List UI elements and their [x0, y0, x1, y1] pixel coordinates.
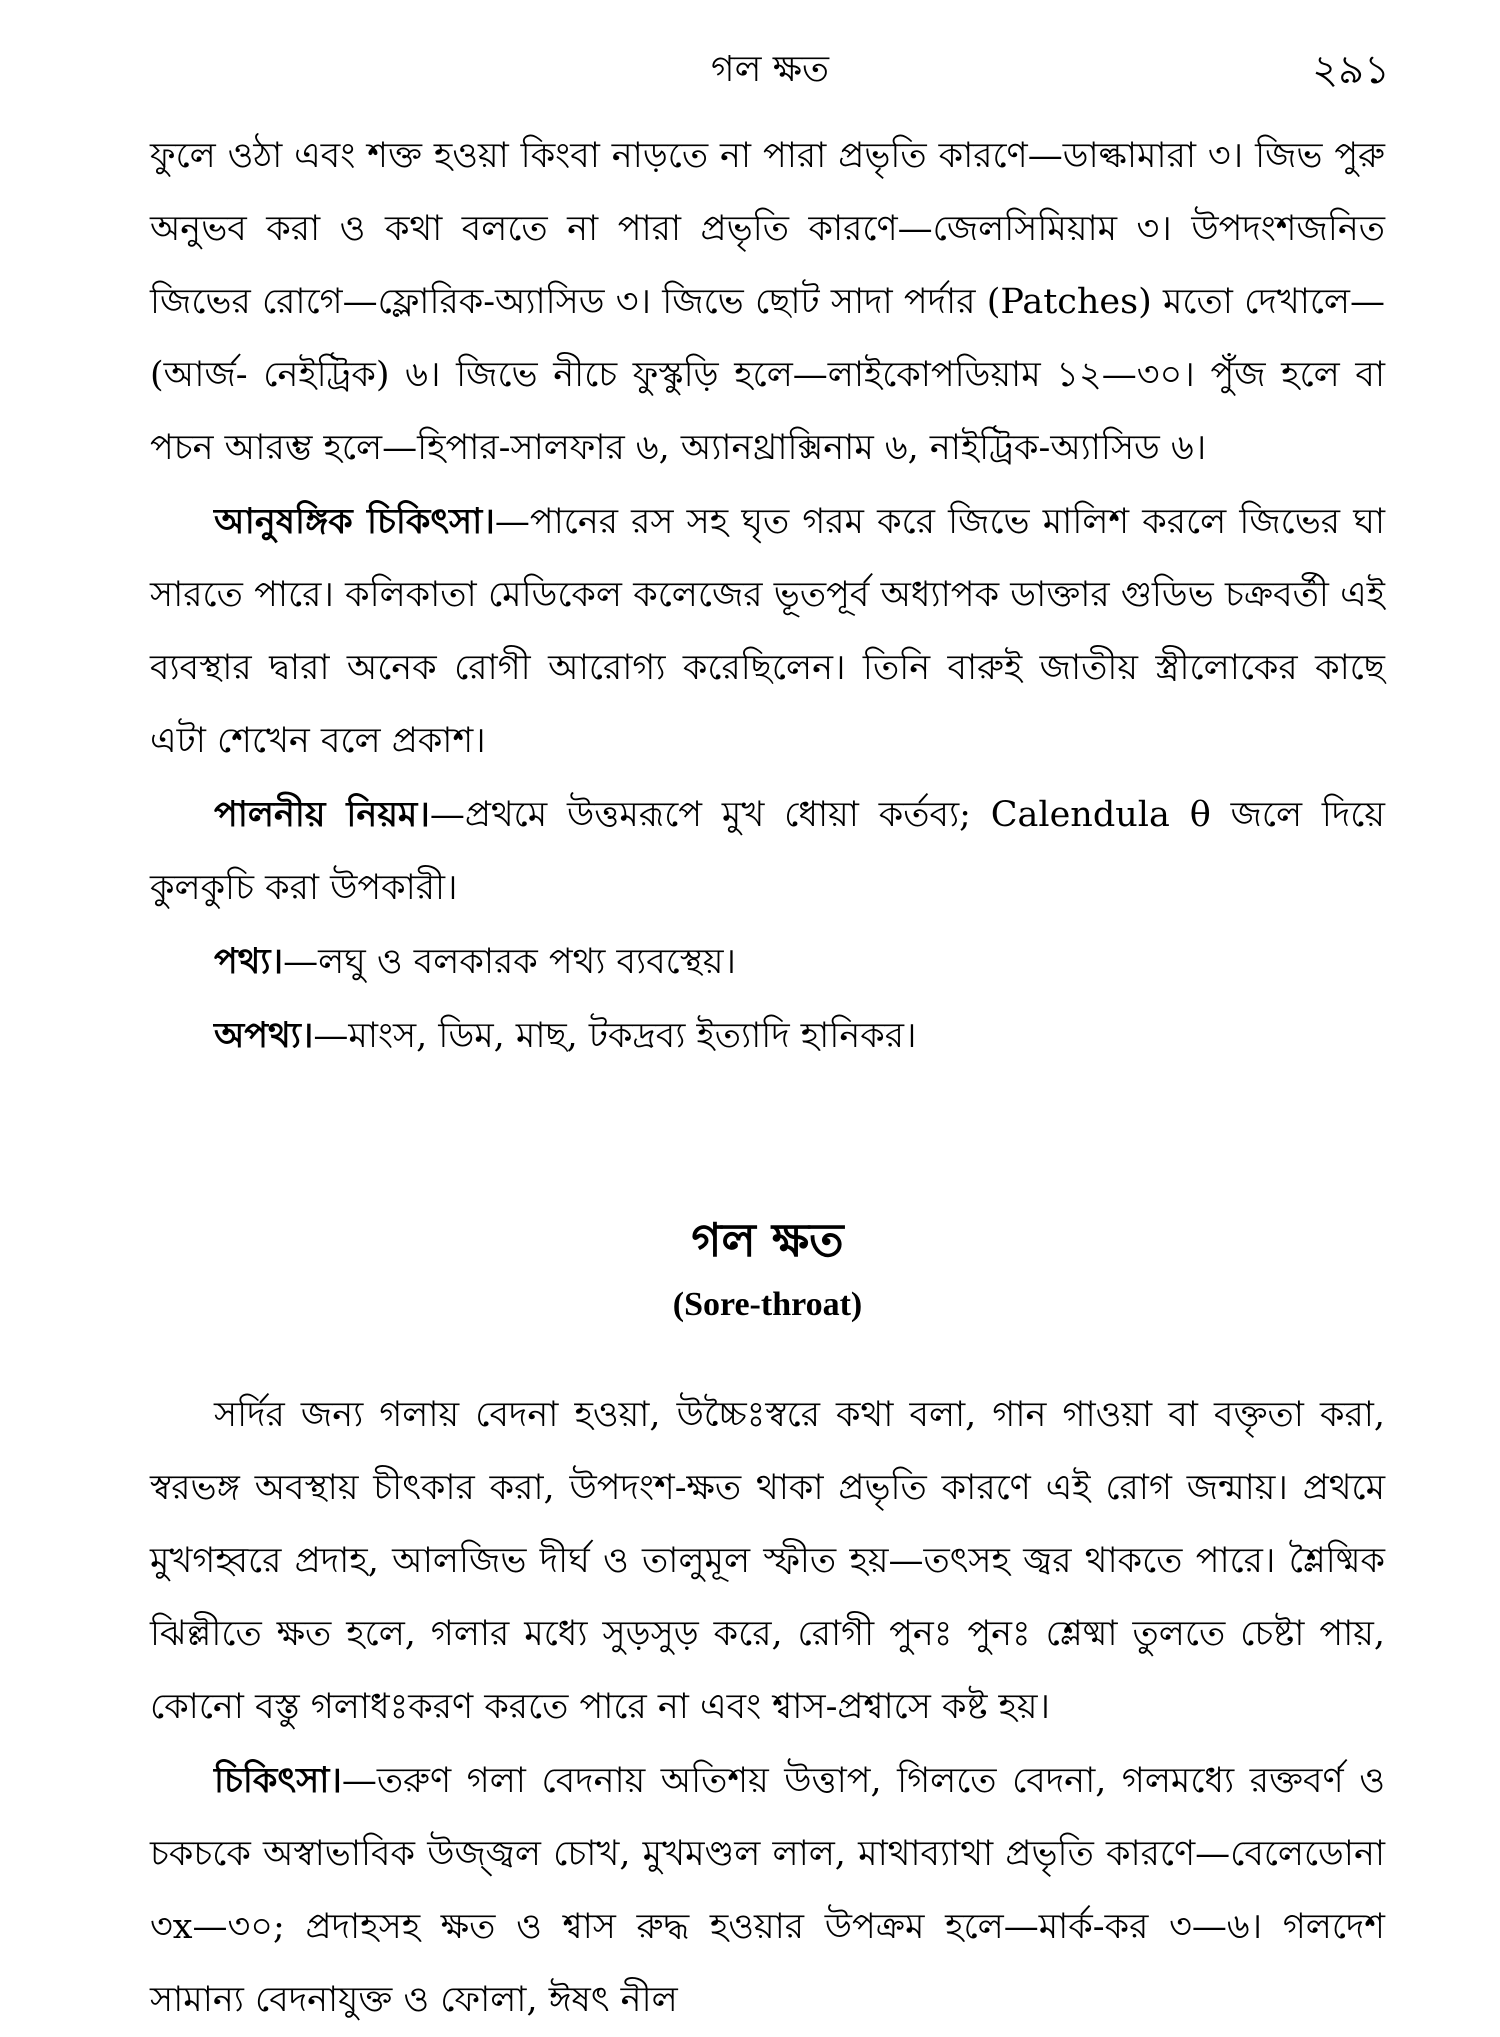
treatment-paragraph: [150, 1744, 1385, 2037]
avoid-paragraph: [150, 999, 1385, 1073]
page-number: ২৯১: [1312, 47, 1390, 93]
section-title: গল ক্ষত: [691, 1213, 844, 1267]
continued-paragraph: ফুলে ওঠা এবং শক্ত হওয়া কিংবা নাড়তে না পারা প্রভৃতি কারণে—ডাল্কামারা ৩। জিভ পুরু অনুভব করা ও কথা বলতে না পারা প্রভৃতি কারণে—জেলসিমিয়াম ৩। উপদংশজনিত জিভের রোগে—ফ্লোরিক-অ্যাসিড ৩। জিভে ছোট সাদা পর্দার (Patches) মতো দেখালে—(আর্জ- নেইট্রিক) ৬। জিভে নীচে ফুস্কুড়ি হলে—লাইকোপডিয়াম ১২—৩০। পুঁজ হলে বা পচন আরম্ভ হলে—হিপার-সালফার ৬, অ্যানথ্রাক্সিনাম ৬, নাইট্রিক-অ্যাসিড ৬।: [150, 136, 1385, 468]
diet-text: —লঘু ও বলকারক পথ্য ব্যবস্থেয়।: [283, 942, 737, 982]
diet-label: পথ্য।: [214, 941, 284, 982]
rules-text: —প্রথমে উত্তমরূপে মুখ ধোয়া কর্তব্য; Calendula θ জলে দিয়ে কুলকুচি করা উপকারী।: [150, 795, 1385, 908]
adjunct-treatment-label: আনুষঙ্গিক চিকিৎসা।: [214, 501, 495, 542]
treatment-label: চিকিৎসা।: [214, 1760, 342, 1801]
running-header: [150, 34, 1390, 94]
treatment-text: —তরুণ গলা বেদনায় অতিশয় উত্তাপ, গিলতে বেদনা, গলমধ্যে রক্তবর্ণ ও চকচকে অস্বাভাবিক উজ্জ্বল চোখ, মুখমণ্ডল লাল, মাথাব্যাথা প্রভৃতি কারণে—বেলেডোনা ৩x—৩০; প্রদাহসহ ক্ষত ও শ্বাস রুদ্ধ হওয়ার উপক্রম হলে—মার্ক-কর ৩—৬। গলদেশ সামান্য বেদনাযুক্ত ও ফোলা, ঈষৎ নীল: [150, 1761, 1385, 2020]
running-title: গল ক্ষত: [710, 49, 830, 90]
avoid-label: অপথ্য।: [214, 1015, 314, 1056]
adjunct-treatment-paragraph: [150, 485, 1385, 778]
text-column: [150, 120, 1385, 2037]
avoid-text: —মাংস, ডিম, মাছ, টকদ্রব্য ইত্যাদি হানিকর।: [313, 1016, 917, 1056]
rules-label: পালনীয় নিয়ম।: [214, 794, 430, 835]
adjunct-treatment-text: —পানের রস সহ ঘৃত গরম করে জিভে মালিশ করলে জিভের ঘা সারতে পারে। কলিকাতা মেডিকেল কলেজের ভূতপূর্ব অধ্যাপক ডাক্তার গুডিভ চক্রবর্তী এই ব্যবস্থার দ্বারা অনেক রোগী আরোগ্য করেছিলেন। তিনি বারুই জাতীয় স্ত্রীলোকের কাছে এটা শেখেন বলে প্রকাশ।: [150, 502, 1385, 761]
section-subtitle: (Sore-throat): [672, 1286, 863, 1323]
intro-paragraph: সর্দির জন্য গলায় বেদনা হওয়া, উচ্চৈঃস্বরে কথা বলা, গান গাওয়া বা বক্তৃতা করা, স্বরভঙ্গ অবস্থায় চীৎকার করা, উপদংশ-ক্ষত থাকা প্রভৃতি কারণে এই রোগ জন্মায়। প্রথমে মুখগহ্বরে প্রদাহ, আলজিভ দীর্ঘ ও তালুমূল স্ফীত হয়—তৎসহ জ্বর থাকতে পারে। শ্লৈষ্মিক ঝিল্লীতে ক্ষত হলে, গলার মধ্যে সুড়সুড় করে, রোগী পুনঃ পুনঃ শ্লেষ্মা তুলতে চেষ্টা পায়, কোনো বস্তু গলাধঃকরণ করতে পারে না এবং শ্বাস-প্রশ্বাসে কষ্ট হয়।: [150, 1395, 1386, 1727]
rules-paragraph: [150, 778, 1385, 925]
diet-paragraph: [150, 925, 1385, 999]
